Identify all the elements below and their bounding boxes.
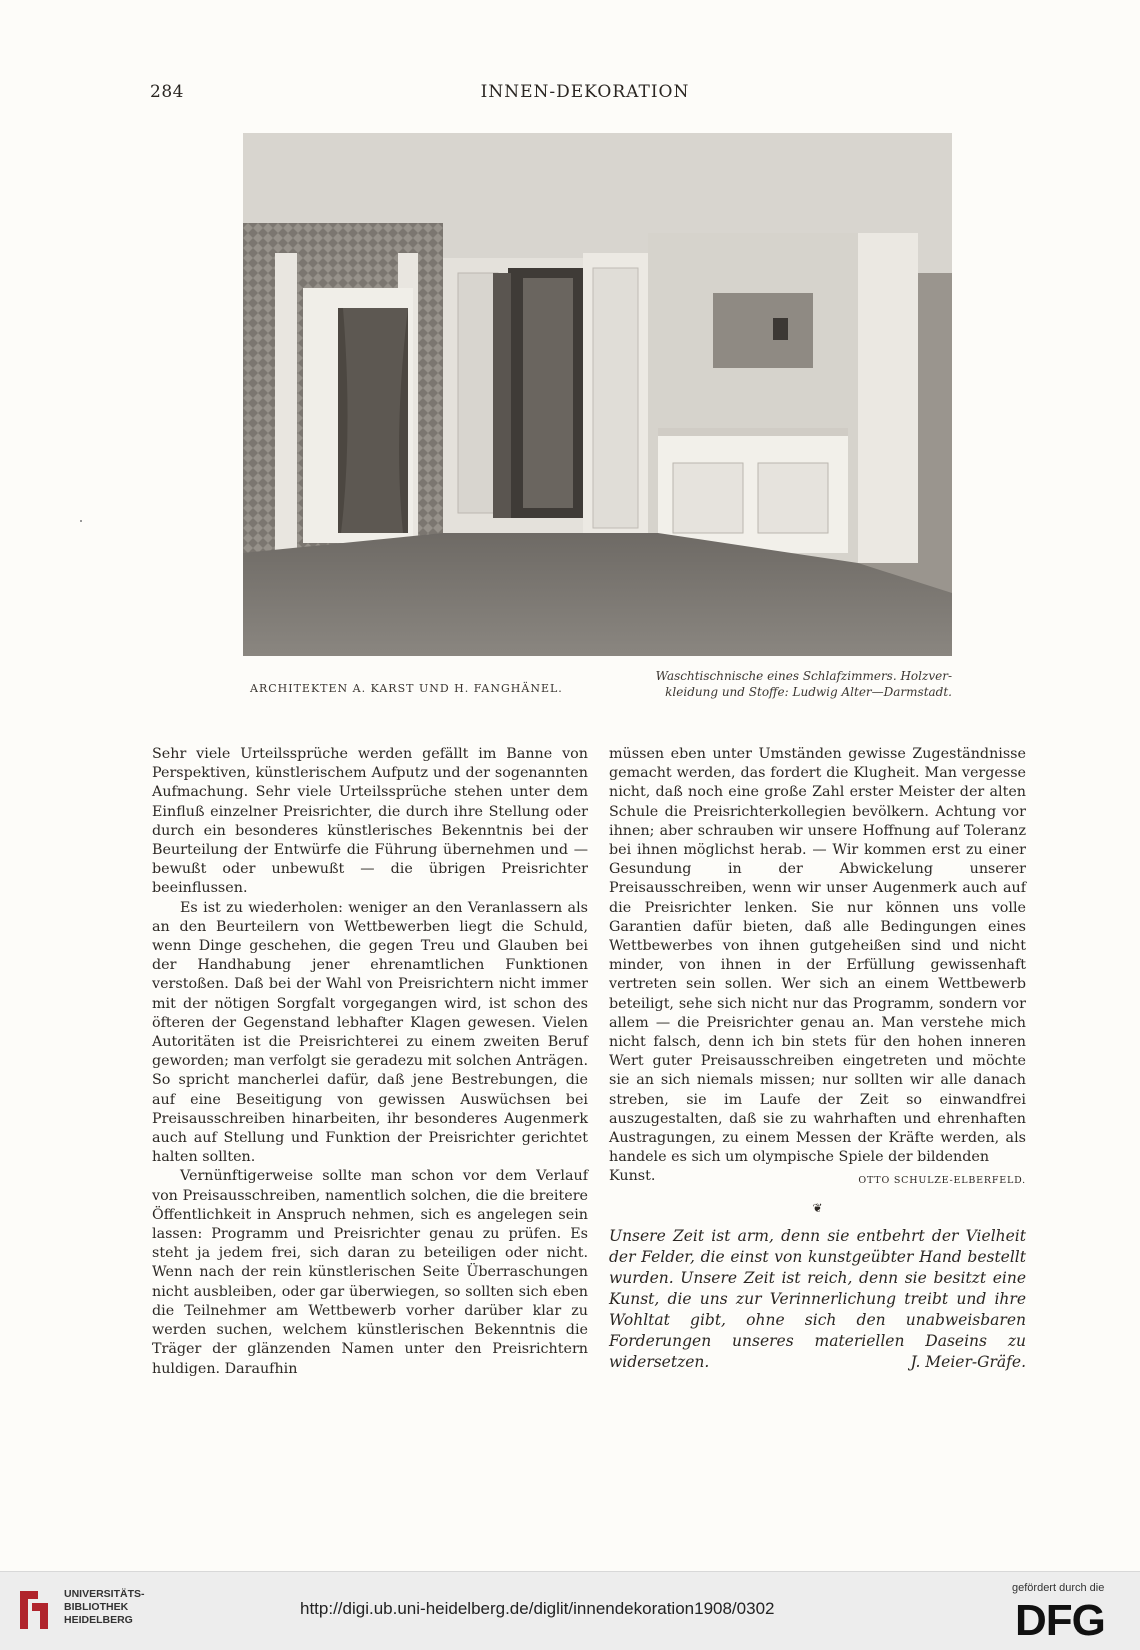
article-author: OTTO SCHULZE-ELBERFELD. <box>858 1175 1026 1187</box>
paragraph: Vernünftigerweise sollte man schon vor dem Verlauf von Preisausschreiben, namentlich solchen, die die breitere Öffentlichkeit in Anspruch nehmen, sich es angelegen sein lassen: Programm und Preisrichter genau zu prüfen. Es steht ja jedem frei, sich daran zu beteiligen oder nicht. Wenn nach der rein künstlerischen Seite Überraschungen nicht ausbleiben, oder gar überwiegen, so sollten sich eben die Teilnehmer am Wettbewerb vorher darüber klar zu werden suchen, welchem künstlerischen Bekenntnis die Träger der glänzenden Namen unter den Preisrichtern huldigen. Daraufhin <box>152 1168 588 1377</box>
epigraph-author: J. Meier-Gräfe. <box>910 1352 1026 1371</box>
article-column-left <box>152 745 588 1379</box>
journal-title: INNEN-DEKORATION <box>480 82 690 102</box>
page-number: 284 <box>150 82 184 102</box>
sponsor-text: gefördert durch die <box>1012 1582 1105 1594</box>
library-name-line3: HEIDELBERG <box>64 1614 133 1626</box>
closing-word: Kunst. <box>609 1168 656 1185</box>
paragraph: Es ist zu wiederholen: weniger an den Veranlassern als an den Beurteilern von Wettbewerben liegt die Schuld, wenn Dinge geschehen, die gegen Treu und Glauben bei der Handhabung jener ehrenamtlichen Funktionen verstoßen. Daß bei der Wahl von Preisrichtern nicht immer mit der nötigen Sorgfalt vorgegangen wird, ist schon des öfteren der Gegenstand lebhafter Klagen gewesen. Vielen Autoritäten ist die Preisrichterei zu einem zweiten Beruf geworden; man verfolgt sie geradezu mit solchen Anträgen. So spricht mancherlei dafür, daß jene Bestrebungen, die auf eine Beseitigung von gewissen Auswüchsen bei Preisausschreiben hinarbeiten, ihr besonderes Augenmerk auch auf Stellung und Funktion der Preisrichter gerichtet halten sollten. <box>152 899 588 1166</box>
library-name-line2: BIBLIOTHEK <box>64 1601 129 1613</box>
dfg-logo: DFG <box>1015 1596 1105 1645</box>
article-column-right <box>609 745 1026 1373</box>
paragraph: Sehr viele Urteilssprüche werden gefällt im Banne von Perspektiven, künstlerischem Aufputz und der sogenannten Aufmachung. Sehr viele Urteilssprüche stehen unter dem Einfluß einzelner Preisrichter, die durch ihre Stellung oder durch ein besonderes künstlerisches Bekenntnis bei der Beurteilung der Entwürfe die Führung übernehmen und — bewußt oder unbewußt — die übrigen Preisrichter beeinflussen. <box>152 746 588 897</box>
figure-caption-line1: Waschtischnische eines Schlafzimmers. Holzver- <box>655 669 952 683</box>
footer-bar <box>0 1571 1140 1650</box>
section-ornament: ❦ <box>812 1200 823 1215</box>
ub-heidelberg-logo-icon <box>14 1585 54 1635</box>
figure-caption <box>600 668 952 700</box>
figure-caption-line2: kleidung und Stoffe: Ludwig Alter—Darmstadt. <box>665 685 952 699</box>
library-name-line1: UNIVERSITÄTS- <box>64 1588 145 1600</box>
margin-dot <box>80 520 82 522</box>
running-head <box>150 82 1020 106</box>
paragraph: müssen eben unter Umständen gewisse Zugeständnisse gemacht werden, das fordert die Klugheit. Man vergesse nicht, daß noch eine große Zahl erster Meister der alten Schule die Preisrichterkollegien bevölkern. Achtung vor ihnen; aber schrauben wir unsere Hoffnung auf Toleranz bei ihnen möglichst herab. — Wir kommen erst zu einer Gesundung in der Abwickelung unserer Preisausschreiben, wenn wir unser Augenmerk auch auf die Preisrichter lenken. Sie nur können uns volle Garantien dafür bieten, daß alle Bedingungen eines Wettbewerbes von ihnen gutgeheißen sind und nicht minder, von ihnen in der Erfüllung gewissenhaft vertreten sein sollen. Wer sich an einem Wettbewerb beteiligt, sehe sich nicht nur das Programm, sondern vor allem — die Preisrichter genau an. Man verstehe mich nicht falsch, denn ich bin stets für den hohen inneren Wert guter Preisausschreiben eingetreten und möchte sie an sich niemals missen; nur sollten wir alle danach streben, sie im Laufe der Zeit so einwandfrei auszugestalten, daß sie zu wahrhaften und ehrenhaften Austragungen, zu einem Messen der Kräfte werden, als handele es sich um olympische Spiele der bildenden <box>609 746 1026 1166</box>
epigraph <box>609 1226 1026 1373</box>
closing-line <box>609 1167 1026 1186</box>
epigraph-text: Unsere Zeit ist arm, denn sie entbehrt der Vielheit der Felder, die einst von kunstgeübter Hand bestellt wurden. Unsere Zeit ist reich, denn sie besitzt eine Kunst, die uns zur Verinnerlichung treibt und ihre Wohltat gibt, ohne sich den unabweisbaren Forderungen unseres materiellen Daseins zu widersetzen. <box>609 1226 1026 1371</box>
room-photograph <box>243 133 952 656</box>
figure-credit: ARCHITEKTEN A. KARST UND H. FANGHÄNEL. <box>250 682 563 695</box>
library-name <box>64 1588 145 1627</box>
permalink-url[interactable]: http://digi.ub.uni-heidelberg.de/diglit/innendekoration1908/0302 <box>300 1599 775 1618</box>
